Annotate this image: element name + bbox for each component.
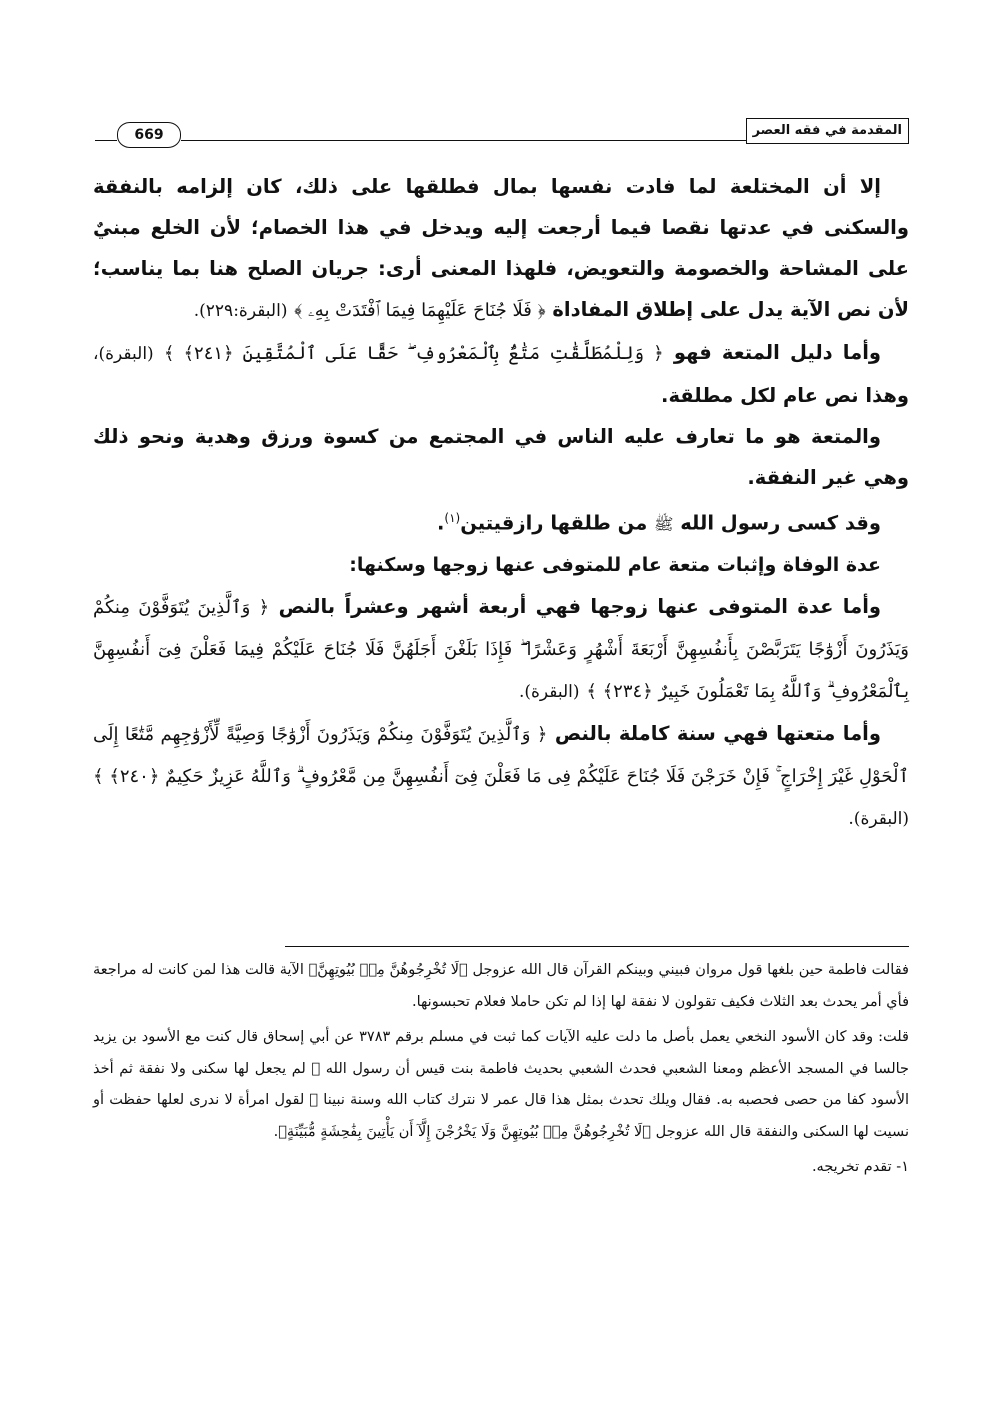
paragraph-text: والمتعة هو ما تعارف عليه الناس في المجتمع من كسوة ورزق وهدية ونحو ذلك وهي غير النفقة.	[93, 425, 909, 489]
verse-reference: (البقرة).	[518, 681, 580, 702]
paragraph-widow-mutah	[93, 713, 909, 840]
paragraph-text: وأما متعتها فهي سنة كاملة بالنص	[554, 721, 881, 745]
footnote-end: .	[273, 1123, 279, 1140]
salutation-mark: ﷺ	[309, 1092, 319, 1108]
running-title: المقدمة في فقه العصر	[746, 118, 909, 144]
paragraph-idda	[93, 586, 909, 713]
paragraph-mutah-evidence	[93, 332, 909, 416]
page-header	[95, 118, 909, 152]
paragraph-khul	[93, 166, 909, 332]
quran-verse: ﴿لَا تُخْرِجُوهُنَّ مِنۢ بُيُوتِهِنَّ وَلَا يَخْرُجْنَ إِلَّآ أَن يَأْتِينَ بِفَٰحِشَةٍ مُّبَيِّنَةٍ﴾	[278, 1123, 651, 1140]
footnote-continuation	[93, 955, 909, 1018]
paragraph-text: من طلقها رازقيتين	[460, 511, 648, 535]
quran-verse: ﴿لَا تُخْرِجُوهُنَّ مِنۢ بُيُوتِهِنَّ﴾	[308, 962, 468, 978]
section-heading: عدة الوفاة وإثبات متعة عام للمتوفى عنها زوجها وسكنها:	[349, 553, 881, 576]
paragraph-text: وأما عدة المتوفى عنها زوجها فهي أربعة أشهر وعشراً بالنص	[278, 594, 882, 618]
salutation-mark: ﷺ	[311, 1060, 321, 1077]
footnote-comment	[93, 1022, 909, 1148]
paragraph-text: إلا أن المختلعة لما فادت نفسها بمال فطلقها على ذلك، كان إلزامه بالنفقة والسكنى في عدتها نقصا فيما أرجعت إليه ويدخل في هذا الخصام؛ لأن الخلع مبنيٌ على المشاحة والخصومة والتعويض، فلهذا المعنى أرى: جريان الصلح هنا بما يناسب؛ لأن نص الآية يدل على إطلاق المفاداة	[93, 175, 909, 321]
quran-verse: ﴿ فَلَا جُنَاحَ عَلَيْهِمَا فِيمَا ٱفْتَدَتْ بِهِۦ ﴾	[294, 300, 546, 321]
footnote-text: فقالت فاطمة حين بلغها قول مروان فبيني وبينكم القرآن قال الله عزوجل	[472, 962, 909, 978]
footnotes	[93, 955, 909, 1188]
verse-reference: (البقرة).	[848, 808, 909, 829]
paragraph-text: وهذا نص عام لكل مطلقة.	[661, 384, 909, 407]
paragraph-text: وأما دليل المتعة فهو	[673, 341, 882, 364]
paragraph-mutah-definition	[93, 416, 909, 498]
page-number-box	[117, 122, 181, 148]
page-number: 669	[117, 122, 181, 148]
verse-reference: (البقرة)،	[93, 344, 154, 364]
quran-verse: ﴿ وَٱلَّذِينَ يُتَوَفَّوْنَ مِنكُمْ وَيَذَرُونَ أَزْوَٰجًا يَتَرَبَّصْنَ بِأَنفُسِهِنَّ أَرْبَعَةَ أَشْهُرٍ وَعَشْرًا ۖ فَإِذَا بَلَغْنَ أَجَلَهُنَّ فَلَا جُنَاحَ عَلَيْكُمْ فِيمَا فَعَلْنَ فِىٓ أَنفُسِهِنَّ بِٱلْمَعْرُوفِ ۗ وَٱللَّهُ بِمَا تَعْمَلُونَ خَبِيرٌ ﴿٢٣٤﴾ ﴾	[93, 596, 909, 702]
footnote-text: لقول امرأة لا ندرى لعلها حفظت أو نسيت لها السكنى والنفقة قال الله عزوجل	[93, 1092, 909, 1140]
quran-verse: ﴿ وَٱلَّذِينَ يُتَوَفَّوْنَ مِنكُمْ وَيَذَرُونَ أَزْوَٰجًا وَصِيَّةً لِّأَزْوَٰجِهِم مَّتَٰعًا إِلَى ٱلْحَوْلِ غَيْرَ إِخْرَاجٍ ۚ فَإِنْ خَرَجْنَ فَلَا جُنَاحَ عَلَيْكُمْ فِى مَا فَعَلْنَ فِىٓ أَنفُسِهِنَّ مِن مَّعْرُوفٍ ۗ وَٱللَّهُ عَزِيزٌ حَكِيمٌ ﴿٢٤٠﴾ ﴾	[93, 723, 909, 787]
quran-verse: ﴿ وَلِلْمُطَلَّقَٰتِ مَتَٰعٌۢ بِٱلْمَعْرُوفِ ۖ حَقًّا عَلَى ٱلْمُتَّقِينَ ﴿٢٤١﴾ ﴾	[163, 343, 664, 364]
footnote-text: ١- تقدم تخريجه.	[811, 1159, 909, 1175]
salutation-mark: ﷺ	[654, 514, 674, 534]
paragraph-end: .	[436, 511, 445, 535]
footnote-1	[93, 1152, 909, 1184]
main-text	[93, 166, 909, 840]
footnote-text: لم يجعل لها سكنى ولا نفقة ثم أخذ الأسود كفا من حصى فحصبه به. فقال ويلك تحدث بمثل هذا قال عمر لا نترك كتاب الله وسنة نبينا	[93, 1060, 909, 1108]
footnote-text: قلت: وقد كان الأسود النخعي يعمل بأصل ما دلت عليه الآيات كما ثبت في مسلم برقم ٣٧٨٣ عن أبي إسحاق قال كنت مع الأسود بن يزيد جالسا في المسجد الأعظم ومعنا الشعبي فحدث الشعبي بحديث فاطمة بنت قيس أن رسول الله	[93, 1029, 910, 1077]
paragraph-text: وقد كسى رسول الله	[680, 511, 881, 535]
footnote-text: الآية قالت هذا لمن كانت له مراجعة فأي أمر يحدث بعد الثلاث فكيف تقولون لا نفقة لها إذا لم تكن حاملا فعلام تحبسونها.	[93, 962, 909, 1010]
verse-reference: (البقرة:٢٢٩).	[193, 301, 288, 321]
footnote-rule	[285, 946, 909, 947]
paragraph-prophet-gift	[93, 498, 909, 545]
footnote-ref: (١)	[444, 511, 461, 525]
